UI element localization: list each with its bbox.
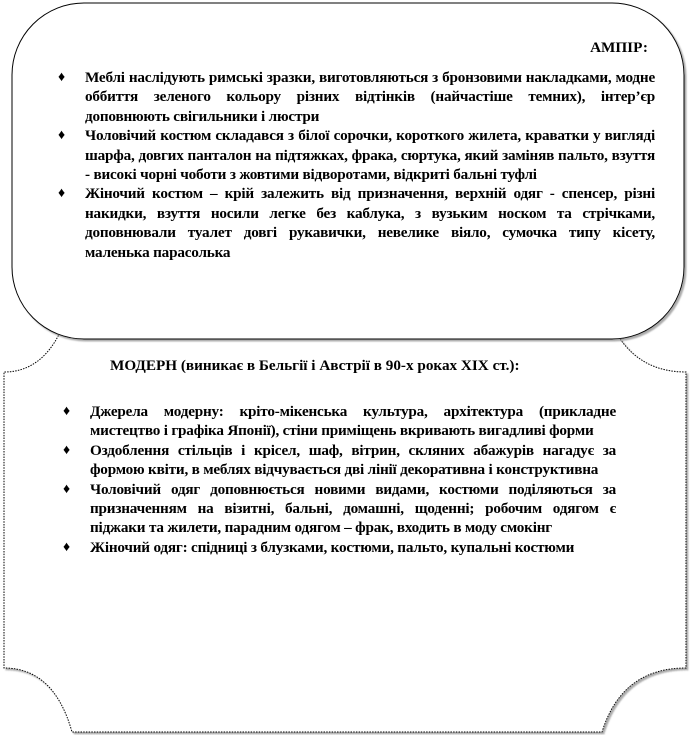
modern-list [63,402,616,557]
diamond-bullet-icon: ♦ [58,186,65,202]
ampir-title: АМПІР: [590,39,648,56]
diamond-bullet-icon: ♦ [63,442,70,458]
list-item: ♦ Жіночий одяг: спідниці з блузками, костюми, пальто, купальні костюми [63,538,575,556]
diamond-bullet-icon: ♦ [63,481,70,497]
list-item: ♦ Оздоблення стільців і крісел, шаф, вітрин, скляних абажурів нагадує за формою квіти, в меблях відчувається дві лінії декоративна і конструктивна [63,441,616,479]
list-item: ♦ Джерела модерну: кріто-мікенська культура, архітектура (прикладне мистецтво і графіка Японії), стіни приміщень вкривають вигадливі форми [63,403,616,440]
modern-title: МОДЕРН (виникає в Бельгії і Австрії в 90-х роках XIX ст.): [110,357,520,374]
list-item: ♦ Меблі наслідують римські зразки, виготовляються з бронзовими накладками, модне оббиття зеленого кольору різних відтінків (найчастіше темних), інтер’єр доповнюють свігильники і люстри [58,69,655,125]
diamond-bullet-icon: ♦ [58,70,65,85]
list-item: ♦ Чоловічий одяг доповнюється новими видами, костюми поділяються за призначенням на візитні, бальні, домашні, щоденні; робочим одягом є піджаки та жилети, парадним одягом – фрак, входить в моду смокінг [63,480,616,537]
diamond-bullet-icon: ♦ [63,404,70,419]
diamond-bullet-icon: ♦ [63,539,70,555]
list-item: ♦ Чоловічий костюм складався з білої сорочки, короткого жилета, краватки у вигляді шарфа, довгих панталон на підтяжках, фрака, сюртука, який заміняв пальто, взуття - високі чорні чоботи з жовтими відворотами, відкриті бальні туфлі [58,127,655,184]
ampir-list [58,68,655,262]
diamond-bullet-icon: ♦ [58,128,65,144]
list-item: ♦ Жіночий костюм – крій залежить від призначення, верхній одяг - спенсер, різні накидки, взуття носили легке без каблука, з вузьким носком та стрічками, доповнювали туалет довгі рукавички, невелике віяло, сумочка типу кісету, маленька парасолька [58,185,655,261]
